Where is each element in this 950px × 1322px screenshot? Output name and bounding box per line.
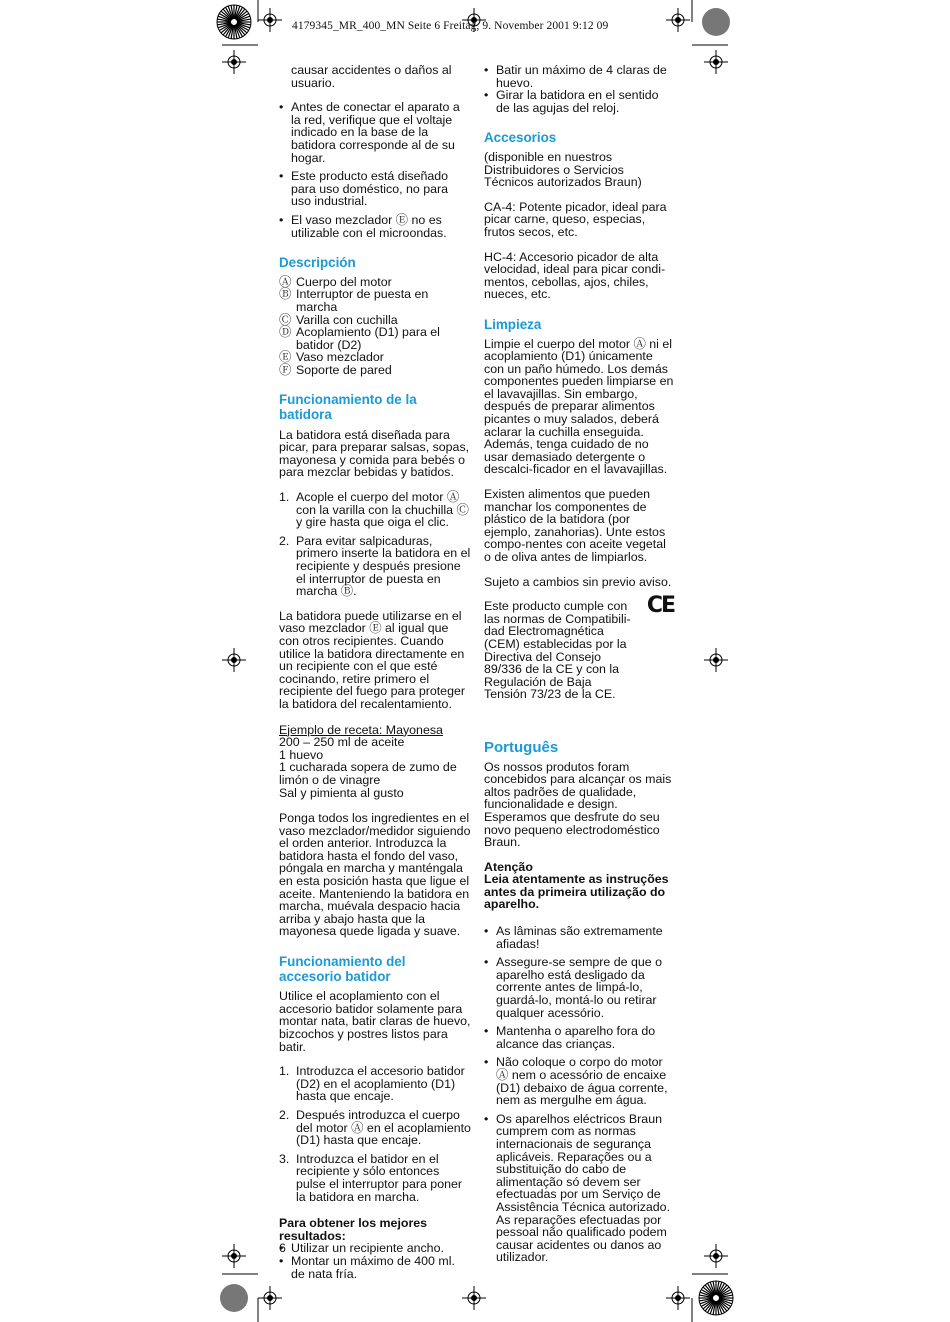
list-item: 2. Para evitar salpicaduras, primero inserte la batidora en el recipiente y después presione el interruptor de puesta en marcha Ⓑ. [279,533,471,599]
registration-target-icon [666,8,690,32]
list-item: • Assegure-se sempre de que o aparelho está desligado da corrente antes de limpá-lo, guardá-lo, montá-lo ou retirar qualquer acessório. [484,956,674,1019]
paragraph: Os nossos produtos foram concebidos para alcançar os mais altos padrões de qualidade, funcionalidade e design. Esperamos que desfrute do seu novo pequeno electrodoméstico Braun. [484,759,672,850]
tips-list [279,1242,471,1280]
list-item: Ⓓ Acoplamiento (D1) para el batidor (D2) [279,325,440,352]
section-title-portugues: Português [484,738,559,756]
top-bullets [484,64,674,114]
paragraph: HC-4: Accesorio picador de alta velocidad, ideal para picar condi-mentos, cebollas, ajos, chiles, nueces, etc. [484,249,666,302]
section-title-descripcion: Descripción [279,255,356,271]
list-item: • Batir un máximo de 4 claras de huevo. [484,64,674,89]
left-column [279,64,471,1280]
paragraph: La batidora está diseñada para picar, para preparar salsas, sopas, mayonesa y comida para bebés o para mezclar bebidas y batidos. [279,427,470,480]
grey-dot-top-right-icon [702,8,730,36]
ce-compliance [484,593,674,702]
paragraph: Este producto cumple con las normas de Compatibili-dad Electromagnética (CEM) establecidas por la Directiva del Consejo 89/336 de la CE y con la Regulación de Baja Tensión 73/23 de la CE. [484,599,631,702]
list-item: Ⓔ Vaso mezclador [279,350,384,365]
paragraph: Limpie el cuerpo del motor Ⓐ ni el acoplamiento (D1) únicamente con un paño húmedo. Los demás componentes pueden limpiarse en el lavavajillas. Sin embargo, después de preparar alimentos picantes o muy salados, deberá aclarar la cuchilla enseguida. Además, tenga cuidado de no usar demasiado detergente o descalci-ficador en el lavavajillas. [484,336,674,477]
steps-list [279,491,471,598]
section-title-funcionamiento: Funcionamiento de la batidora [279,392,417,423]
tips-title: Para obtener los mejores resultados: [279,1216,428,1243]
starburst-bottom-right-icon [699,1281,733,1315]
list-item: Ⓑ Interruptor de puesta en marcha [279,287,429,314]
registration-target-icon [258,8,282,32]
safety-bullets [279,101,471,239]
starburst-top-left-icon [217,5,251,39]
parts-list [279,276,471,377]
paragraph: (disponible en nuestros Distribuidores o Servicios Técnicos autorizados Braun) [484,149,642,190]
list-item: 1 cucharada sopera de zumo de limón o de vinagre [279,760,457,787]
registration-target-icon [462,1286,486,1310]
steps-list [279,1065,471,1203]
list-item: 1 huevo [279,747,324,762]
list-item: Sal y pimienta al gusto [279,785,404,800]
registration-target-icon [704,50,728,74]
right-column [484,64,674,1270]
registration-target-icon [704,648,728,672]
list-item: • Mantenha o aparelho fora do alcance das crianças. [484,1025,674,1050]
recipe-ingredients [279,736,471,799]
list-item: • Antes de conectar el aparato a la red, verifique que el voltaje indicado en la base de la batidora corresponde al de su hogar. [279,101,471,164]
list-item: 3. Introduzca el batidor en el recipiente y sólo entonces pulse el interruptor para poner la batidora en marcha. [279,1151,462,1204]
print-slug: 4179345_MR_400_MN Seite 6 Freitag, 9. November 2001 9:12 09 [292,20,609,32]
paragraph: Ponga todos los ingredientes en el vaso mezclador/medidor siguiendo el orden anterior. Introduzca la batidora hasta el fondo del vaso, póngala en marcha y manténgala en esta posición hasta que ligue el aceite. Manteniendo la batidora en marcha, muévala despacio hacia arriba y abajo hasta que la mayonesa quede ligada y suave. [279,811,471,939]
list-item: • Os aparelhos eléctricos Braun cumprem com as normas internacionais de segurança aplicáveis. Reparações ou a substituição do cabo de alimentação só devem ser efectuadas por um Serviço de Assistência Técnica autorizado. As reparações efectuadas por pessoal não qualificado podem causar acidentes ou danos ao utilizador. [484,1113,674,1264]
list-item: Ⓒ Varilla con cuchilla [279,312,398,327]
attention-text: Leia atentamente as instruções antes da primeira utilização do aparelho. [484,872,669,912]
recipe-title: Ejemplo de receta: Mayonesa [279,722,443,737]
paragraph: Sujeto a cambios sin previo aviso. [484,574,672,589]
list-item: 1. Acople el cuerpo del motor Ⓐ con la varilla con la chuchilla Ⓒ y gire hasta que oiga el clic. [279,490,469,530]
registration-target-icon [222,1244,246,1268]
registration-target-icon [666,1286,690,1310]
list-item: • El vaso mezclador Ⓔ no es utilizable con el microondas. [279,214,471,239]
attention-title: Atenção [484,859,533,874]
registration-target-icon [258,1286,282,1310]
list-item: • Utilizar un recipiente ancho. [279,1242,471,1255]
section-title-accesorio-batidor: Funcionamiento del accesorio batidor [279,954,406,984]
list-item: • Este producto está diseñado para uso doméstico, no para uso industrial. [279,170,471,208]
list-item: 1. Introduzca el accesorio batidor (D2) en el acoplamiento (D1) hasta que encaje. [279,1064,465,1104]
paragraph: Utilice el acoplamiento con el accesorio batidor solamente para montar nata, batir claras de huevo, bizcochos y postres listos para batir. [279,989,471,1054]
paragraph: La batidora puede utilizarse en el vaso mezclador Ⓔ al igual que con otros recipientes. Cuando utilice la batidora directamente en un recipiente con el que esté cocinando, retire primero el recipiente del fuego para proteger la batidora del recalentamiento. [279,608,465,711]
list-item: 200 – 250 ml de aceite [279,735,405,750]
section-title-limpieza: Limpieza [484,316,542,332]
paragraph: Existen alimentos que pueden manchar los componentes de plástico de la batidora (por ejemplo, zanahorias). Unte estos compo-nentes con aceite vegetal o de oliva antes de limpiarlos. [484,487,666,564]
registration-target-icon [222,50,246,74]
list-item: Ⓕ Soporte de pared [279,362,392,377]
ce-mark-icon: CE [646,593,674,619]
paragraph: CA-4: Potente picador, ideal para picar carne, queso, especias, frutos secos, etc. [484,199,667,239]
list-item: • Girar la batidora en el sentido de las agujas del reloj. [484,89,674,114]
registration-target-icon [222,648,246,672]
list-item: • As lâminas são extremamente afiadas! [484,925,674,950]
list-item: • Montar un máximo de 400 ml. de nata fría. [279,1255,471,1280]
intro-continuation: causar accidentes o daños al usuario. [291,63,452,90]
registration-target-icon [704,1244,728,1268]
list-item: • Não coloque o corpo do motor Ⓐ nem o acessório de encaixe (D1) debaixo de água corrente, nem as mergulhe em água. [484,1056,674,1106]
pt-safety-bullets [484,925,674,1264]
grey-dot-bottom-left-icon [220,1284,248,1312]
page-number: 6 [279,1241,286,1255]
section-title-accesorios: Accesorios [484,130,557,146]
list-item: 2. Después introduzca el cuerpo del motor Ⓐ en el acoplamiento (D1) hasta que encaje. [279,1107,471,1148]
list-item: Ⓐ Cuerpo del motor [279,274,392,289]
